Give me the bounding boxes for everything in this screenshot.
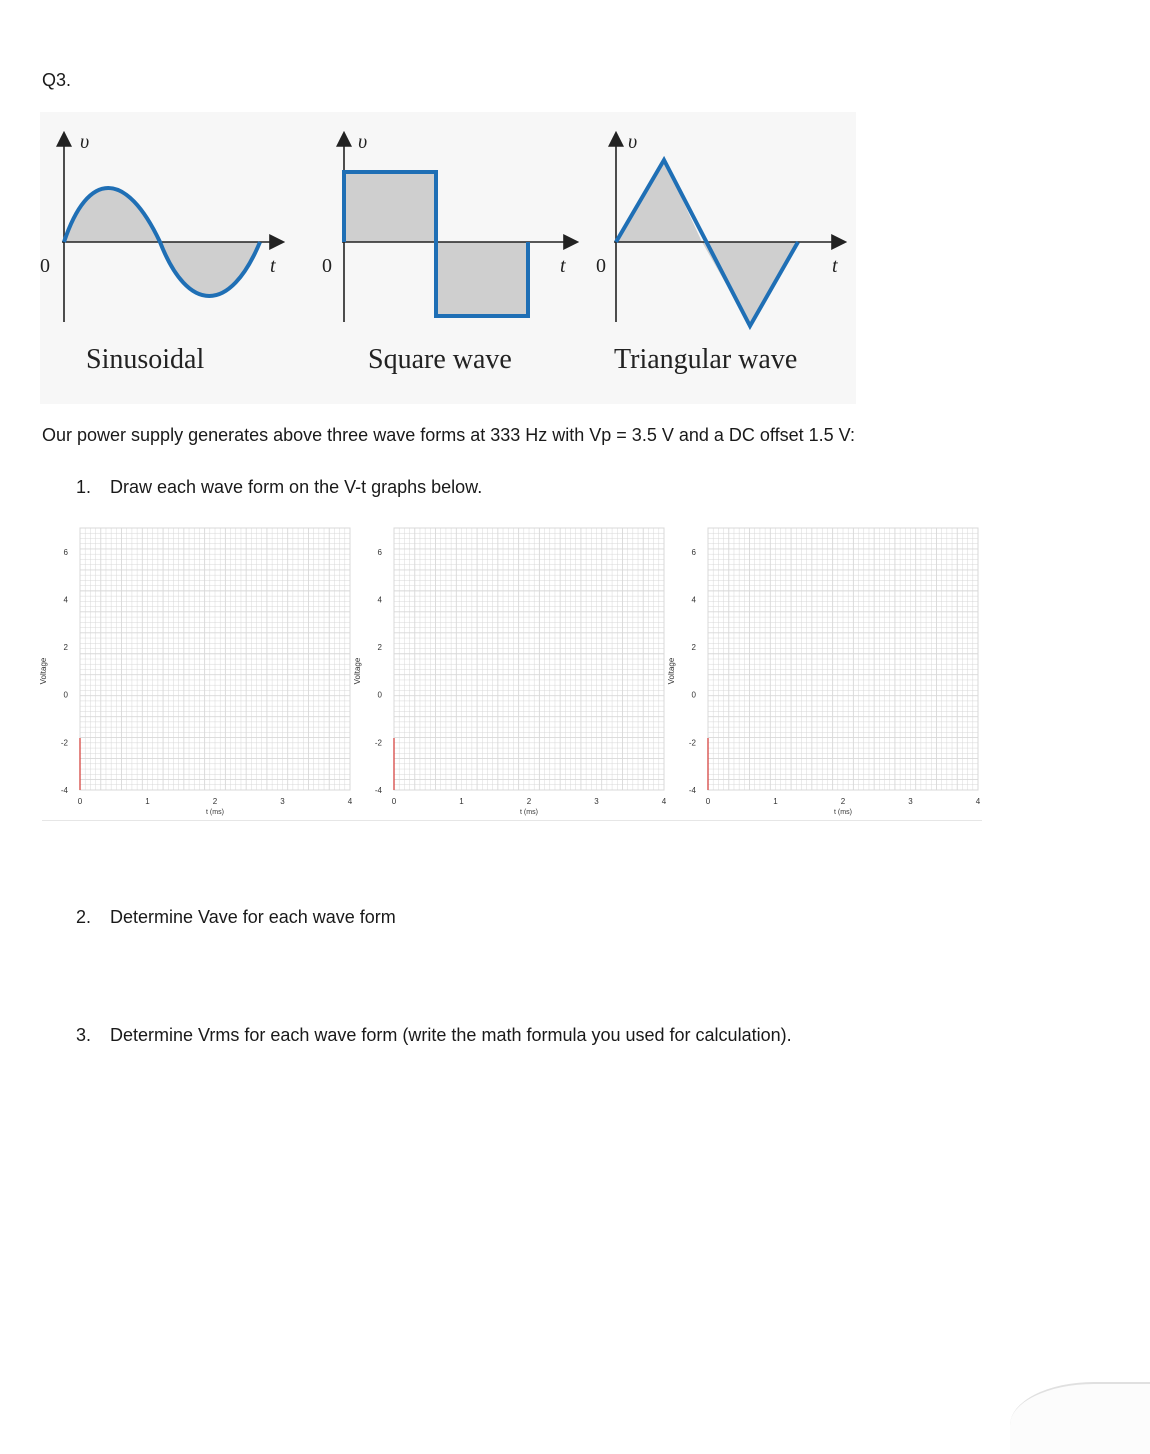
question-3 (76, 1025, 792, 1046)
question-1-text: Draw each wave form on the V-t graphs below. (110, 477, 483, 497)
square-fill-negative (436, 242, 528, 316)
vt-y-tick-label: 4 (691, 595, 696, 605)
vt-y-tick-label: -4 (60, 786, 68, 795)
sinusoidal-zero-label: 0 (40, 255, 50, 277)
vt-y-tick-label: -2 (374, 738, 382, 748)
vt-x-tick-label: 1 (145, 797, 150, 806)
vt-y-tick-label: 6 (63, 547, 68, 557)
square-t-label: t (560, 255, 566, 277)
vt-y-tick-label: -4 (374, 786, 382, 795)
vt-y-tick-label: 6 (377, 547, 382, 557)
vt-graph-1 (39, 528, 353, 816)
sinusoidal-v-label: υ (80, 131, 90, 153)
vt-x-tick-label: 3 (908, 797, 913, 806)
square-zero-label: 0 (322, 255, 332, 277)
vt-x-axis-label: t (ms) (520, 809, 538, 816)
waveforms-figure (40, 112, 856, 404)
vt-x-tick-label: 1 (459, 797, 464, 806)
vt-x-tick-label: 0 (391, 797, 397, 806)
graphs-divider (42, 820, 982, 821)
vt-x-axis-label: t (ms) (206, 809, 224, 816)
question-label: Q3. (42, 70, 72, 90)
vt-x-tick-label: 0 (77, 797, 83, 806)
vt-x-tick-label: 2 (840, 797, 846, 806)
intro-text: Our power supply generates above three wave forms at 333 Hz with Vp = 3.5 V and a DC offset 1.5 V: (42, 425, 855, 445)
square-v-label: υ (358, 131, 368, 153)
vt-x-tick-label: 2 (526, 797, 532, 806)
triangular-v-label: υ (628, 131, 638, 153)
square-fill-positive (344, 172, 436, 242)
question-2-text: Determine Vave for each wave form (110, 907, 396, 927)
triangular-panel (596, 131, 844, 326)
vt-y-tick-label: 2 (377, 643, 382, 653)
triangular-fill-negative (702, 242, 798, 326)
vt-y-tick-label: -2 (688, 738, 696, 748)
vt-x-axis-label: t (ms) (834, 809, 852, 816)
vt-y-axis-label: Voltage (353, 657, 362, 685)
vt-y-tick-label: 4 (377, 595, 382, 605)
question-2 (76, 907, 396, 928)
question-2-number: 2. (76, 907, 92, 927)
vt-x-tick-label: 3 (594, 797, 599, 806)
vt-y-tick-label: 6 (691, 547, 696, 557)
question-1 (76, 477, 482, 498)
vt-y-tick-label: 2 (63, 643, 68, 653)
vt-graph-3 (667, 528, 981, 816)
vt-x-tick-label: 3 (280, 797, 285, 806)
vt-x-tick-label: 2 (212, 797, 218, 806)
vt-graphs (40, 524, 984, 824)
vt-x-tick-label: 4 (347, 797, 353, 806)
vt-y-axis-label: Voltage (39, 657, 48, 685)
triangular-wave-label: Triangular wave (614, 344, 798, 375)
question-3-text: Determine Vrms for each wave form (write the math formula you used for calculation). (110, 1025, 792, 1045)
vt-y-tick-label: -2 (60, 738, 68, 748)
question-1-number: 1. (76, 477, 92, 497)
square-wave-label: Square wave (368, 344, 512, 375)
page-curl (1010, 1382, 1150, 1454)
vt-y-axis-label: Voltage (667, 657, 676, 685)
vt-y-tick-label: 2 (691, 643, 696, 653)
vt-y-tick-label: 4 (63, 595, 68, 605)
vt-x-tick-label: 4 (975, 797, 981, 806)
vt-graph-2 (353, 528, 667, 816)
vt-y-tick-label: 0 (63, 690, 68, 700)
sinusoidal-t-label: t (270, 255, 276, 277)
square-panel (322, 131, 576, 322)
vt-graphs-svg (40, 524, 984, 824)
triangular-t-label: t (832, 255, 838, 277)
sinusoidal-panel (40, 131, 282, 322)
question-3-number: 3. (76, 1025, 92, 1045)
vt-y-tick-label: 0 (377, 690, 382, 700)
vt-y-tick-label: -4 (688, 786, 696, 795)
vt-x-tick-label: 1 (773, 797, 778, 806)
sinusoidal-label: Sinusoidal (86, 344, 205, 375)
vt-y-tick-label: 0 (691, 690, 696, 700)
vt-x-tick-label: 4 (661, 797, 667, 806)
vt-x-tick-label: 0 (705, 797, 711, 806)
triangular-zero-label: 0 (596, 255, 606, 277)
